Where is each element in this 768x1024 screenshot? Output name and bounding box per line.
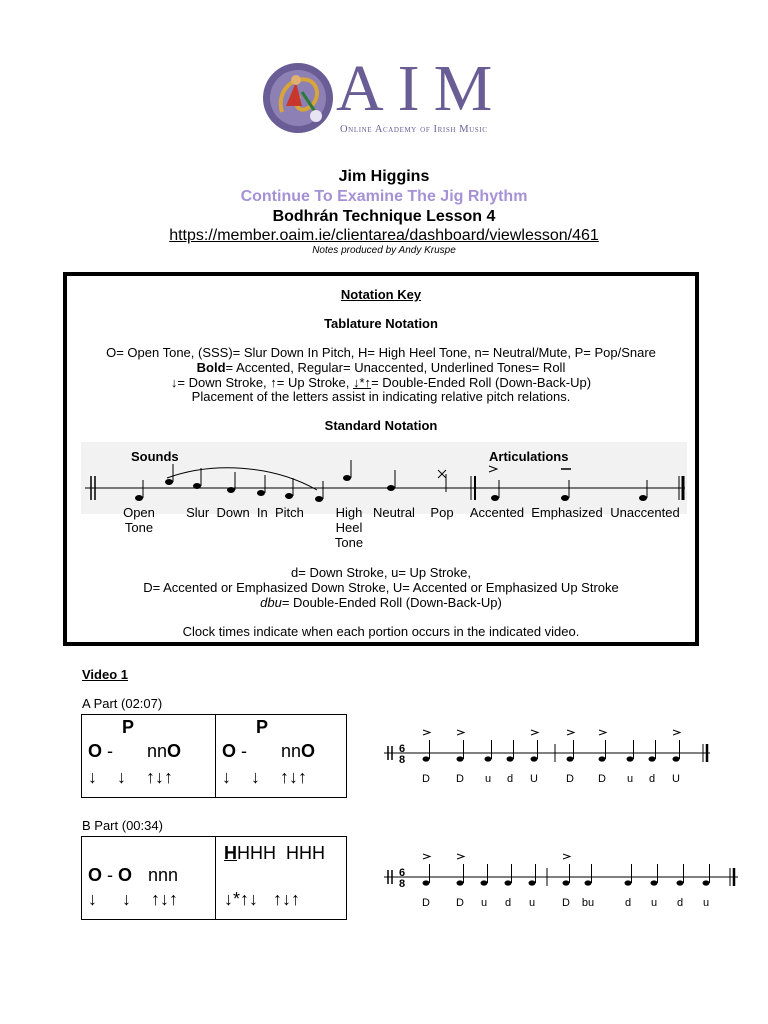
open-accent: O — [88, 741, 103, 761]
b-part-cell-1 — [82, 837, 216, 919]
d-line-1: d= Down Stroke, u= Up Stroke, — [291, 565, 471, 580]
time-sig-top: 6 — [399, 743, 406, 755]
label-slur: Slur Down In Pitch — [186, 505, 304, 520]
accent-mark — [423, 730, 430, 735]
label-accented: Accented — [469, 505, 525, 520]
video-1-title: Video 1 — [82, 667, 129, 682]
stroke-label: u — [480, 897, 488, 909]
label-emphasized: Emphasized — [531, 505, 603, 520]
note-head — [423, 880, 430, 885]
stroke-label: u — [528, 897, 536, 909]
label-neutral: Neutral — [373, 505, 415, 520]
a-part-cell-2 — [216, 715, 346, 797]
open-accent-2: O — [118, 865, 133, 885]
tab-line — [88, 741, 181, 762]
accent-mark — [673, 730, 680, 735]
celtic-emblem-icon — [262, 62, 334, 134]
articulations-heading: Articulations — [489, 449, 569, 464]
stroke-label: u — [702, 897, 710, 909]
b-part-staff — [384, 850, 744, 916]
accent-mark — [567, 730, 574, 735]
standard-notation-staff — [81, 442, 687, 552]
label-pop: Pop — [430, 505, 454, 520]
stroke-arrows: ↓ ↓ ↑↓↑ — [88, 767, 174, 787]
stroke-label: D — [598, 773, 606, 785]
time-sig-bottom: 8 — [399, 754, 406, 766]
lesson-subtitle: Continue To Examine The Jig Rhythm — [240, 188, 528, 205]
roll-symbol: ↓*↑ — [353, 375, 372, 390]
neutral-tones: nn — [147, 741, 168, 761]
logo-subtitle: Online Academy of Irish Music — [340, 124, 488, 135]
open-accent-2: O — [167, 741, 182, 761]
d-line-3 — [67, 595, 695, 610]
neutral-tones: nn — [281, 741, 302, 761]
clock-note: Clock times indicate when each portion occurs in the indicated video. — [182, 624, 580, 639]
note-head — [481, 880, 488, 885]
open-accent-2: O — [301, 741, 316, 761]
note-head — [651, 880, 658, 885]
accent-mark — [423, 854, 430, 859]
tablature-title: Tablature Notation — [324, 316, 438, 331]
a-part-label: A Part (02:07) — [82, 696, 163, 711]
stroke-label: D — [566, 773, 574, 785]
accent-mark — [457, 854, 464, 859]
note-head — [457, 880, 464, 885]
a-part-tab-grid — [81, 714, 347, 798]
stroke-arrows: ↓*↑↓ ↑↓↑ — [224, 889, 301, 909]
key-line-3 — [67, 375, 695, 390]
time-sig-top: 6 — [399, 867, 406, 879]
stroke-label: u — [484, 773, 492, 785]
label-open: Open — [123, 505, 155, 520]
heel-accent: H — [224, 843, 237, 863]
stroke-label: d — [506, 773, 514, 785]
time-sig-bottom: 8 — [399, 878, 406, 890]
stroke-arrows: ↓ ↓ ↑↓↑ — [222, 767, 308, 787]
d-line-2: D= Accented or Emphasized Down Stroke, U= Accented or Emphasized Up Stroke — [143, 580, 619, 595]
key-line-3-b: = Double-Ended Roll (Down-Back-Up) — [371, 375, 592, 390]
logo-wordmark: AIM — [336, 52, 507, 125]
rest-dash: - — [102, 865, 119, 885]
b-part-cell-2 — [216, 837, 346, 919]
standard-notation-title: Standard Notation — [324, 418, 438, 433]
note-head — [457, 756, 464, 761]
d-line-3-rest: = Double-Ended Roll (Down-Back-Up) — [281, 595, 502, 610]
note-head — [505, 880, 512, 885]
accent-mark — [457, 730, 464, 735]
b-part-notes — [423, 854, 710, 886]
sounds-heading: Sounds — [131, 449, 179, 464]
stroke-label: d — [504, 897, 512, 909]
note-head — [531, 756, 538, 761]
stroke-label: D — [422, 773, 430, 785]
bold-word: Bold — [196, 360, 226, 375]
pop-symbol: P — [256, 717, 269, 737]
note-head — [599, 756, 606, 761]
stroke-label: D — [456, 897, 464, 909]
stroke-label: u — [650, 897, 658, 909]
a-part-cell-1 — [82, 715, 216, 797]
heel-tones-rest: HHH HHH — [237, 843, 325, 863]
stroke-label: D — [422, 897, 430, 909]
stroke-label: bu — [581, 897, 595, 909]
label-heel: Heel — [335, 520, 363, 535]
accent-mark — [531, 730, 538, 735]
notation-key-title: Notation Key — [340, 287, 422, 302]
a-part-notes — [423, 730, 681, 762]
key-line-2 — [67, 360, 695, 375]
b-part-stroke-labels — [422, 897, 709, 909]
a-part-stroke-labels — [422, 773, 680, 785]
note-head — [625, 880, 632, 885]
oaim-logo — [262, 52, 512, 140]
note-head — [529, 880, 536, 885]
stroke-label: U — [530, 773, 538, 785]
note-head — [485, 756, 492, 761]
stroke-label: D — [562, 897, 570, 909]
note-head — [677, 880, 684, 885]
note-head — [507, 756, 514, 761]
key-line-4: Placement of the letters assist in indicating relative pitch relations. — [191, 389, 571, 404]
pop-symbol: P — [122, 717, 135, 737]
accent-mark — [599, 730, 606, 735]
key-line-3-a: ↓= Down Stroke, ↑= Up Stroke, — [170, 375, 353, 390]
label-unaccented: Unaccented — [610, 505, 680, 520]
b-part-label: B Part (00:34) — [82, 818, 163, 833]
lesson-link[interactable]: https://member.oaim.ie/clientarea/dashboard/viewlesson/461 — [169, 227, 599, 244]
stroke-label: d — [624, 897, 632, 909]
b-part-tab-grid — [81, 836, 347, 920]
note-head — [423, 756, 430, 761]
heel-tones — [224, 843, 325, 864]
key-line-1: O= Open Tone, (SSS)= Slur Down In Pitch, H= High Heel Tone, n= Neutral/Mute, P= Pop/Snare — [106, 345, 656, 360]
open-accent: O — [222, 741, 237, 761]
label-tone-2: Tone — [334, 535, 364, 550]
tab-line — [88, 865, 178, 886]
a-part-staff — [384, 726, 714, 788]
note-head — [649, 756, 656, 761]
note-head — [585, 880, 592, 885]
neutral-tones: nnn — [148, 865, 179, 885]
notes-credit: Notes produced by Andy Kruspe — [312, 245, 456, 256]
note-head — [563, 880, 570, 885]
label-high: High — [335, 505, 363, 520]
author-name: Jim Higgins — [338, 168, 430, 185]
accent-mark — [563, 854, 570, 859]
stroke-label: u — [626, 773, 634, 785]
dbu-symbol: dbu — [260, 595, 282, 610]
key-line-2-rest: = Accented, Regular= Unaccented, Underlined Tones= Roll — [225, 360, 566, 375]
note-head — [703, 880, 710, 885]
stroke-arrows: ↓ ↓ ↑↓↑ — [88, 889, 179, 909]
note-head — [627, 756, 634, 761]
stroke-label: d — [676, 897, 684, 909]
stroke-label: D — [456, 773, 464, 785]
note-head — [673, 756, 680, 761]
note-head — [567, 756, 574, 761]
rest-dash: - — [236, 741, 248, 761]
stroke-label: U — [672, 773, 680, 785]
tab-line — [222, 741, 315, 762]
rest-dash: - — [102, 741, 114, 761]
label-tone: Tone — [124, 520, 154, 535]
open-accent: O — [88, 865, 103, 885]
stroke-label: d — [648, 773, 656, 785]
notation-key-box — [63, 272, 699, 646]
lesson-title: Bodhrán Technique Lesson 4 — [272, 208, 496, 225]
